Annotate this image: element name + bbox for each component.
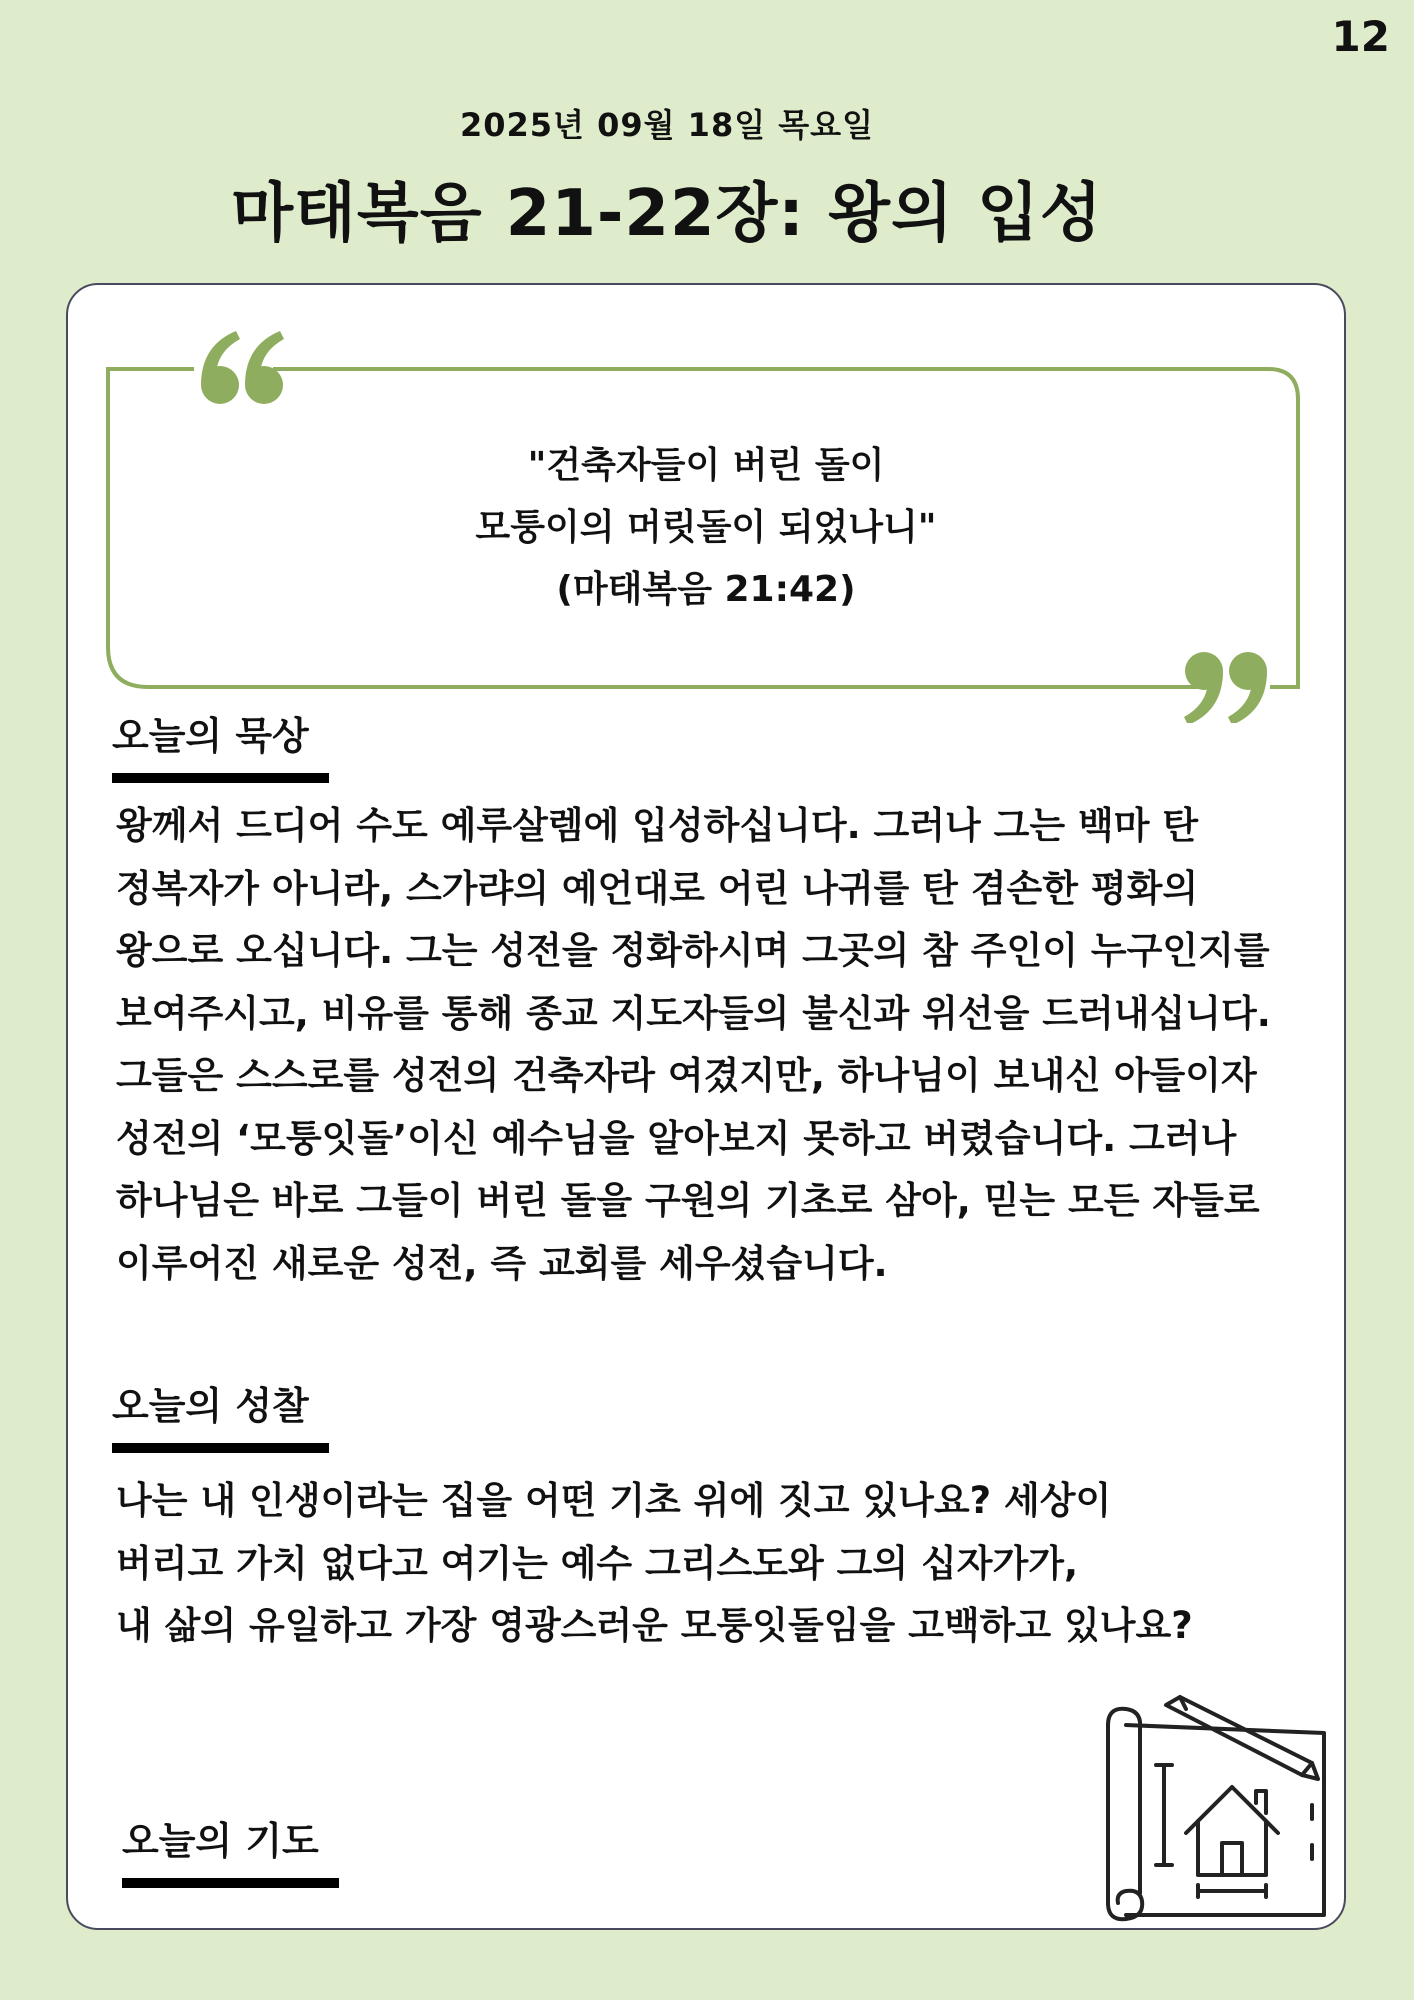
reflection-heading-label: 오늘의 성찰 xyxy=(112,1384,309,1428)
page-number: 12 xyxy=(1331,12,1390,61)
page-title: 마태복음 21-22장: 왕의 입성 xyxy=(231,177,1103,251)
meditation-heading xyxy=(112,705,309,760)
quote-open-icon xyxy=(201,331,284,404)
content-card xyxy=(66,283,1346,1930)
prayer-heading xyxy=(122,1810,319,1865)
reflection-heading xyxy=(112,1375,309,1430)
quote-reference: (마태복음 21:42) xyxy=(556,569,856,610)
quote-close-icon xyxy=(1184,652,1267,723)
prayer-heading-label: 오늘의 기도 xyxy=(122,1819,319,1863)
house-blueprint-icon xyxy=(1086,1695,1336,1925)
heading-underline xyxy=(112,1443,329,1453)
heading-underline xyxy=(122,1878,339,1888)
heading-underline xyxy=(112,773,329,783)
date-line: 2025년 09월 18일 목요일 xyxy=(459,106,875,144)
reflection-body: 나는 내 인생이라는 집을 어떤 기초 위에 짓고 있나요? 세상이 버리고 가치 없다고 여기는 예수 그리스도와 그의 십자가가, 내 삶의 유일하고 가장 영광스러운 모퉁잇돌임을 고백하고 있나요? xyxy=(116,1479,1193,1647)
quote-line-2: 모퉁이의 머릿돌이 되었나니" xyxy=(475,507,937,548)
meditation-body: 왕께서 드디어 수도 예루살렘에 입성하십니다. 그러나 그는 백마 탄 정복자가 아니라, 스가랴의 예언대로 어린 나귀를 탄 겸손한 평화의 왕으로 오십니다. 그는 성전을 정화하시며 그곳의 참 주인이 누구인지를 보여주시고, 비유를 통해 종교 지도자들의 불신과 위선을 드러내십니다. 그들은 스스로를 성전의 건축자라 여겼지만, 하나님이 보내신 아들이자 성전의 ‘모퉁잇돌’이신 예수님을 알아보지 못하고 버렸습니다. 그러나 하나님은 바로 그들이 버린 돌을 구원의 기초로 삼아, 믿는 모든 자들로 이루어진 새로운 성전, 즉 교회를 세우셨습니다. xyxy=(116,804,1271,1285)
quote-line-1: "건축자들이 버린 돌이 xyxy=(527,445,885,486)
quote-block xyxy=(128,435,1284,621)
meditation-heading-label: 오늘의 묵상 xyxy=(112,714,309,758)
